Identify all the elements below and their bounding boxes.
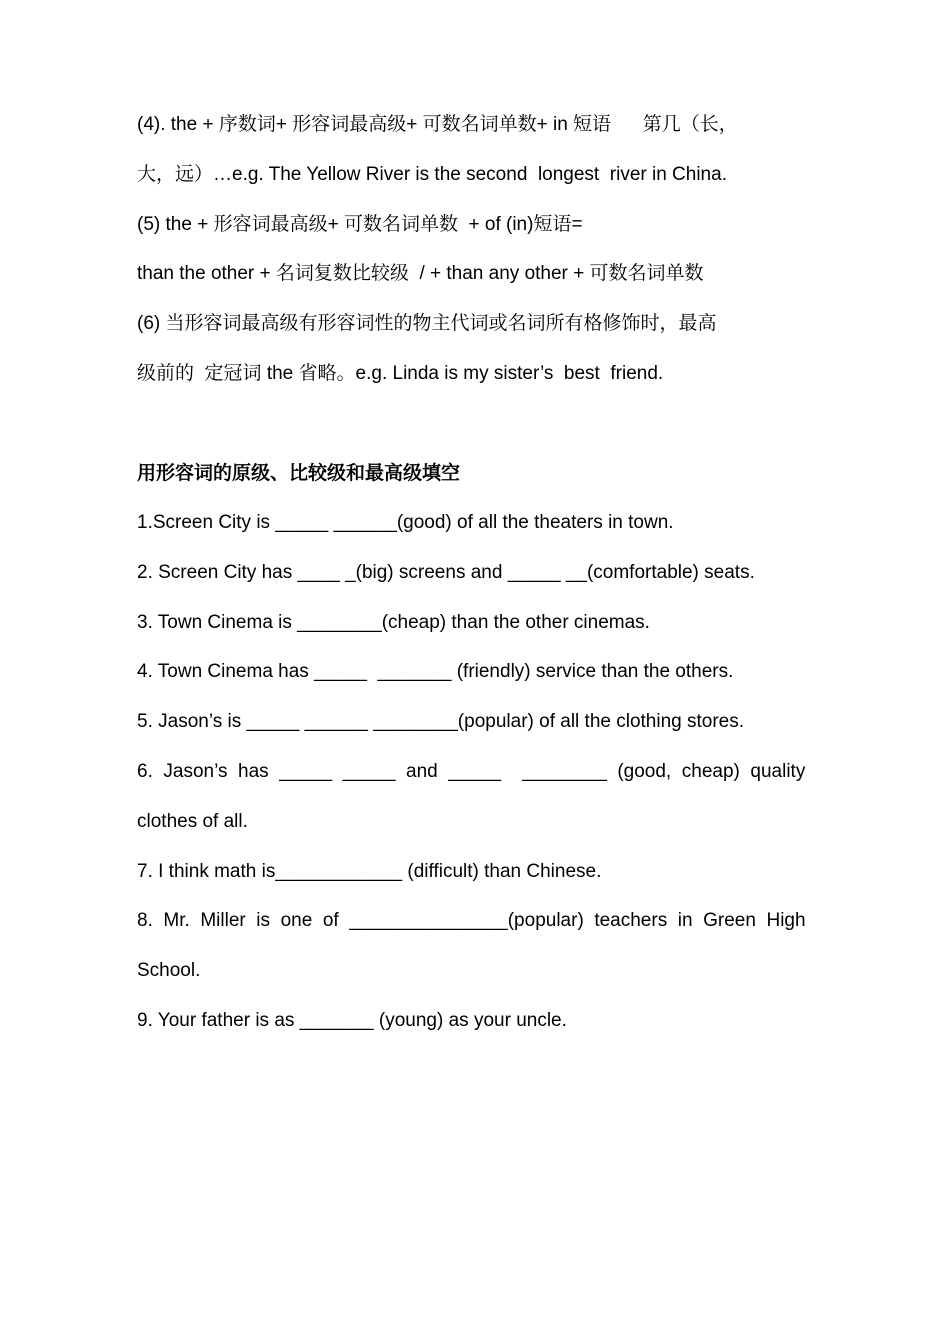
rule-5-line-1: (5) the + 形容词最高级+ 可数名词单数 + of (in)短语= (137, 214, 583, 235)
question-2: 2. Screen City has ____ _(big) screens and _____ __(comfortable) seats. (137, 562, 755, 583)
exercise-heading: 用形容词的原级、比较级和最高级填空 (137, 463, 461, 484)
rule-4-line-2: 大，远）…e.g. The Yellow River is the second longest river in China. (137, 164, 727, 185)
question-5: 5. Jason’s is _____ ______ ________(popular) of all the clothing stores. (137, 711, 745, 732)
question-6-line-2: clothes of all. (137, 811, 248, 832)
rule-6-line-2: 级前的 定冠词 the 省略。e.g. Linda is my sister’s best friend. (137, 363, 664, 384)
question-8-line-1: 8. Mr. Miller is one of _______________(popular) teachers in Green High (137, 910, 806, 931)
question-7: 7. I think math is____________ (difficult) than Chinese. (137, 861, 602, 882)
question-4: 4. Town Cinema has _____ _______ (friendly) service than the others. (137, 661, 734, 682)
question-3: 3. Town Cinema is ________(cheap) than the other cinemas. (137, 612, 650, 633)
rule-5-line-2: than the other + 名词复数比较级 / + than any other + 可数名词单数 (137, 263, 704, 284)
question-9: 9. Your father is as _______ (young) as your uncle. (137, 1010, 567, 1031)
rule-4-line-1: (4). the + 序数词+ 形容词最高级+ 可数名词单数+ in 短语 第几（长， (137, 114, 738, 135)
question-8-line-2: School. (137, 960, 201, 981)
rule-6-line-1: (6) 当形容词最高级有形容词性的物主代词或名词所有格修饰时，最高 (137, 313, 717, 334)
question-1: 1.Screen City is _____ ______(good) of all the theaters in town. (137, 512, 674, 533)
question-6-line-1: 6. Jason’s has _____ _____ and _____ ________ (good, cheap) quality (137, 761, 806, 782)
